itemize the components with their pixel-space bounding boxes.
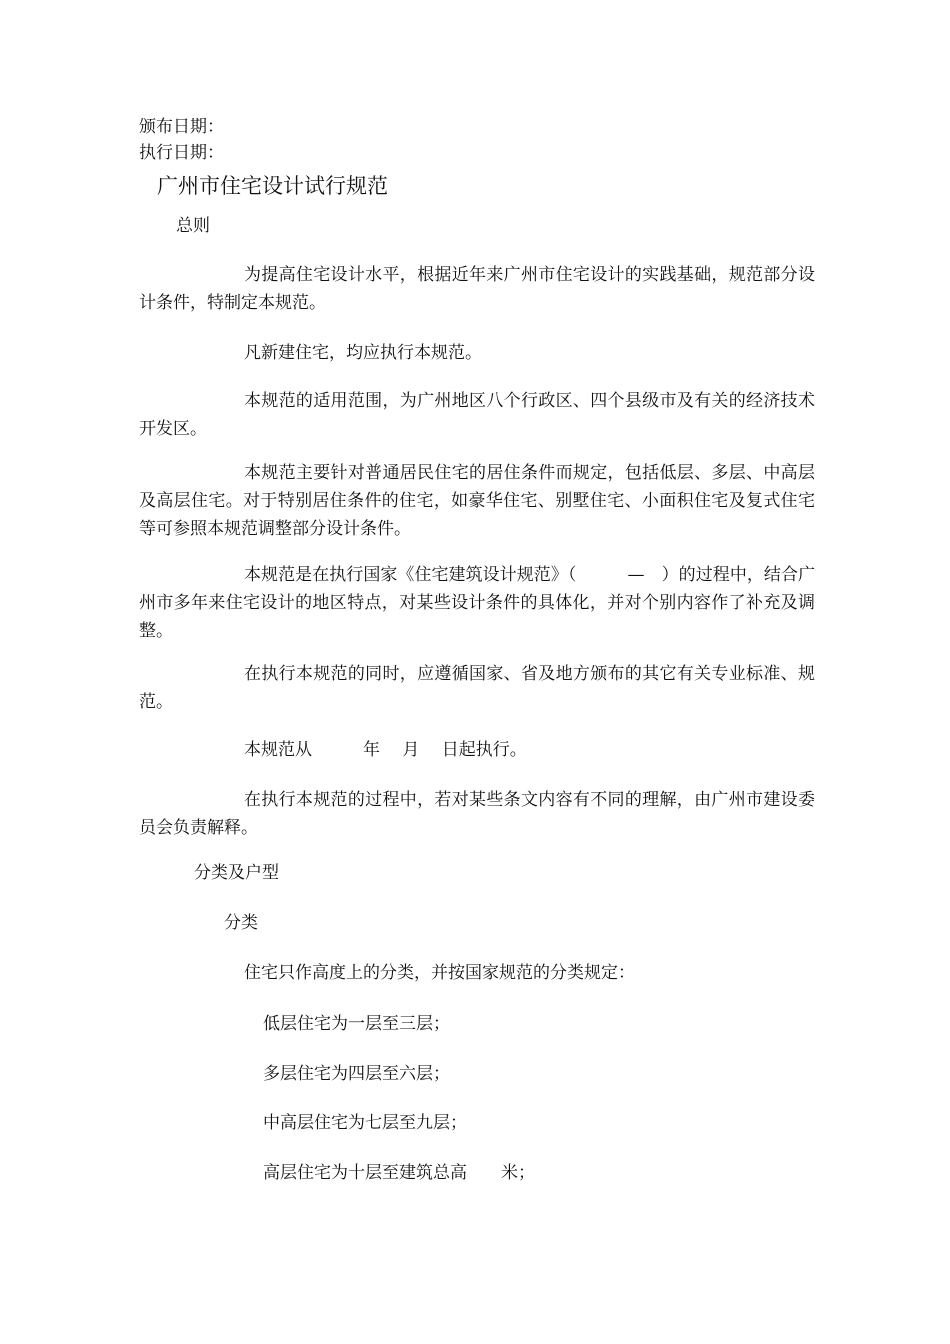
document-title: 广州市住宅设计试行规范 [157,174,388,198]
publish-date-label: 颁布日期： [139,117,224,137]
effective-date-label: 执行日期： [139,143,224,163]
section-heading-classification: 分类及户型 [194,863,279,883]
paragraph-target: 本规范主要针对普通居民住宅的居住条件而规定，包括低层、多层、中高层及高层住宅。对于特别居住条件的住宅，如豪华住宅、别墅住宅、小面积住宅及复式住宅等可参照本规范调整部分设计条件。 [139,463,815,539]
section-heading-general: 总则 [176,216,210,236]
subsection-heading-classification: 分类 [224,913,258,933]
classification-item-mid-high-rise: 中高层住宅为七层至九层； [263,1113,467,1133]
paragraph-interpretation: 在执行本规范的过程中，若对某些条文内容有不同的理解，由广州市建设委员会负责解释。 [139,790,815,838]
classification-item-multi-storey: 多层住宅为四层至六层； [263,1064,450,1084]
paragraph-national-standard: 本规范是在执行国家《住宅建筑设计规范》（ — ）的过程中，结合广州市多年来住宅设计的地区特点，对某些设计条件的具体化，并对个别内容作了补充及调整。 [139,565,815,641]
classification-intro: 住宅只作高度上的分类，并按国家规范的分类规定： [244,963,635,983]
paragraph-effective-date: 本规范从 年 月 日起执行。 [244,740,527,760]
paragraph-purpose: 为提高住宅设计水平，根据近年来广州市住宅设计的实践基础，规范部分设计条件，特制定本规范。 [139,265,815,313]
classification-item-high-rise: 高层住宅为十层至建筑总高 米； [263,1163,535,1183]
classification-item-low-rise: 低层住宅为一层至三层； [263,1014,450,1034]
paragraph-applicability: 凡新建住宅，均应执行本规范。 [244,343,482,363]
paragraph-scope: 本规范的适用范围，为广州地区八个行政区、四个县级市及有关的经济技术开发区。 [139,391,815,439]
paragraph-other-standards: 在执行本规范的同时，应遵循国家、省及地方颁布的其它有关专业标准、规范。 [139,664,815,712]
